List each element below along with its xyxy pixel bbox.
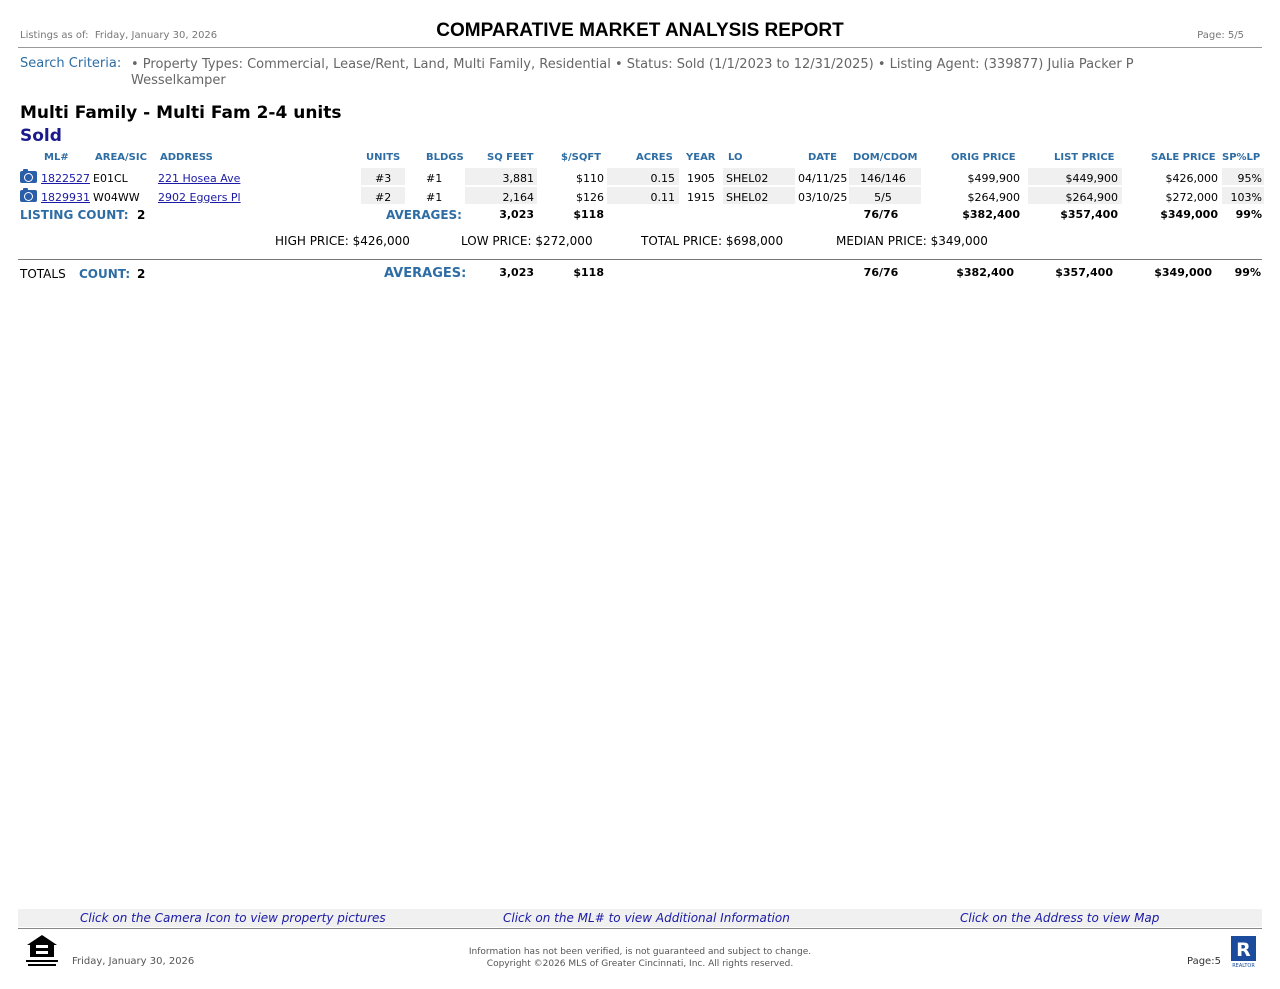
totals-sp-lp: 99%	[1234, 266, 1261, 279]
col-area: AREA/SIC	[95, 152, 147, 163]
listing-count: 2	[137, 208, 146, 222]
listing-office: SHEL02	[726, 191, 769, 204]
svg-text:REALTOR: REALTOR	[1232, 963, 1255, 968]
ml-number-link[interactable]: 1829931	[41, 191, 90, 204]
dom-cdom: 5/5	[874, 191, 892, 204]
total-price: TOTAL PRICE: $698,000	[641, 234, 784, 248]
realtor-logo	[1231, 936, 1256, 968]
median-price: MEDIAN PRICE: $349,000	[836, 234, 988, 248]
sold-date: 03/10/25	[798, 191, 848, 204]
col-year: YEAR	[686, 152, 716, 163]
bldgs: #1	[426, 191, 443, 204]
list-price: $264,900	[1065, 191, 1118, 204]
col-address: ADDRESS	[160, 152, 213, 163]
area-sic: E01CL	[93, 172, 128, 185]
totals-price-per-sqft: $118	[573, 266, 604, 279]
section-status: Sold	[20, 126, 62, 146]
bldgs: #1	[426, 172, 443, 185]
col-orig-price: ORIG PRICE	[951, 152, 1016, 163]
col-bldgs: BLDGS	[426, 152, 464, 163]
avg-sq-feet: 3,023	[499, 208, 534, 221]
col-units: UNITS	[366, 152, 401, 163]
footer-copyright: Copyright ©2026 MLS of Greater Cincinnati, Inc. All rights reserved.	[486, 959, 794, 969]
averages-label: AVERAGES:	[386, 208, 462, 222]
year: 1915	[687, 191, 715, 204]
price-per-sqft: $126	[576, 191, 604, 204]
page-value: 5/5	[1227, 30, 1244, 41]
col-ml: ML#	[44, 152, 69, 163]
sp-lp: 103%	[1230, 191, 1262, 204]
col-acres: ACRES	[636, 152, 673, 163]
listings-as-of-label: Listings as of:	[20, 30, 89, 41]
list-price: $449,900	[1065, 172, 1118, 185]
totals-count-label: COUNT:	[79, 267, 131, 281]
footer-disclaimer: Information has not been verified, is not guaranteed and subject to change.	[468, 947, 812, 957]
sq-feet: 2,164	[502, 191, 534, 204]
col-sp-lp: SP%LP	[1222, 152, 1261, 163]
area-sic: W04WW	[93, 191, 140, 204]
totals-list-price: $357,400	[1055, 266, 1113, 279]
address-instruction: Click on the Address to view Map	[960, 911, 1160, 925]
page-indicator	[1197, 30, 1244, 41]
camera-icon[interactable]	[20, 190, 37, 202]
avg-dom-cdom: 76/76	[863, 208, 899, 221]
acres: 0.15	[650, 172, 675, 185]
report-title: COMPARATIVE MARKET ANALYSIS REPORT	[436, 20, 844, 41]
search-criteria-line1: • Property Types: Commercial, Lease/Rent, Land, Multi Family, Residential • Status: Sold (1/1/2023 to 12/31/2025) • Listing Agent: (339877) Julia Packer P	[131, 57, 1134, 72]
col-psqft: $/SQFT	[561, 152, 601, 163]
search-criteria-line2: Wesselkamper	[131, 73, 226, 88]
avg-sale-price: $349,000	[1160, 208, 1218, 221]
col-sale-price: SALE PRICE	[1151, 152, 1216, 163]
high-price: HIGH PRICE: $426,000	[275, 234, 410, 248]
section-title: Multi Family - Multi Fam 2-4 units	[20, 103, 342, 123]
address-link[interactable]: 221 Hosea Ave	[158, 172, 241, 185]
listings-as-of-date: Friday, January 30, 2026	[94, 30, 218, 41]
address-link[interactable]: 2902 Eggers Pl	[158, 191, 241, 204]
footer-page	[1187, 956, 1221, 967]
footer-date: Friday, January 30, 2026	[72, 956, 195, 967]
sq-feet: 3,881	[502, 172, 534, 185]
camera-icon[interactable]	[20, 171, 37, 183]
avg-sp-lp: 99%	[1235, 208, 1262, 221]
orig-price: $264,900	[967, 191, 1020, 204]
sp-lp: 95%	[1237, 172, 1262, 185]
col-sqft: SQ FEET	[487, 152, 534, 163]
svg-text:R: R	[1236, 939, 1251, 961]
col-lo: LO	[728, 152, 743, 163]
footer-divider	[18, 928, 1262, 929]
orig-price: $499,900	[967, 172, 1020, 185]
sold-date: 04/11/25	[798, 172, 848, 185]
ml-instruction: Click on the ML# to view Additional Information	[503, 911, 790, 925]
page-label: Page:	[1197, 30, 1225, 41]
ml-number-link[interactable]: 1822527	[41, 172, 90, 185]
col-list-price: LIST PRICE	[1054, 152, 1115, 163]
units: #2	[375, 191, 392, 204]
header-divider	[18, 47, 1262, 48]
avg-price-per-sqft: $118	[573, 208, 604, 221]
totals-sq-feet: 3,023	[499, 266, 534, 279]
camera-instruction: Click on the Camera Icon to view property pictures	[80, 911, 386, 925]
units: #3	[375, 172, 392, 185]
low-price: LOW PRICE: $272,000	[461, 234, 593, 248]
search-criteria-label: Search Criteria:	[20, 56, 122, 71]
price-per-sqft: $110	[576, 172, 604, 185]
listing-count-label: LISTING COUNT:	[20, 208, 129, 222]
col-date: DATE	[808, 152, 837, 163]
year: 1905	[687, 172, 715, 185]
totals-sale-price: $349,000	[1154, 266, 1212, 279]
dom-cdom: 146/146	[860, 172, 906, 185]
totals-orig-price: $382,400	[956, 266, 1014, 279]
totals-label: TOTALS	[20, 267, 66, 281]
totals-divider	[18, 259, 1262, 260]
totals-count: 2	[137, 267, 146, 281]
col-dom: DOM/CDOM	[853, 152, 918, 163]
sale-price: $426,000	[1165, 172, 1218, 185]
avg-orig-price: $382,400	[962, 208, 1020, 221]
footer-page-label: Page:	[1187, 956, 1215, 967]
avg-list-price: $357,400	[1060, 208, 1118, 221]
totals-dom-cdom: 76/76	[863, 266, 899, 279]
totals-averages-label: AVERAGES:	[384, 266, 467, 281]
listing-office: SHEL02	[726, 172, 769, 185]
acres: 0.11	[650, 191, 675, 204]
sale-price: $272,000	[1165, 191, 1218, 204]
footer-page-value: 5	[1214, 956, 1221, 967]
